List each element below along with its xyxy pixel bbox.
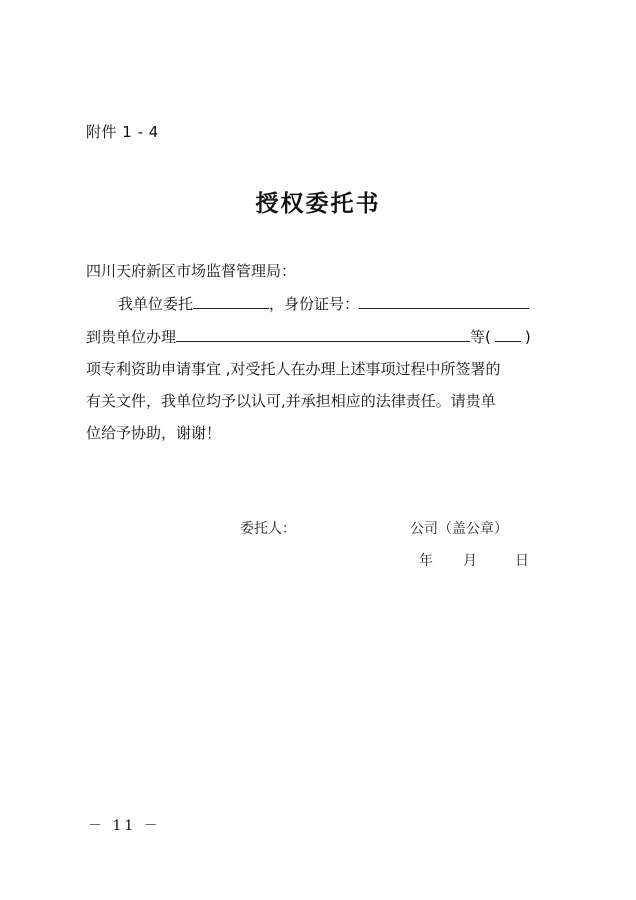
attachment-label: 附件 1 - 4: [86, 123, 159, 141]
day-label: 日: [515, 553, 529, 569]
count-blank[interactable]: [495, 326, 521, 342]
matter-blank[interactable]: [176, 326, 470, 342]
handle-text: 到贵单位办理: [86, 328, 177, 346]
document-title: 授权委托书: [255, 190, 381, 217]
trustee-name-blank[interactable]: [193, 293, 269, 309]
body-line-1: [118, 293, 529, 314]
page-number: － 11 －: [88, 818, 161, 834]
company-seal-label: 公司（盖公章）: [410, 521, 508, 537]
body-line-4: 有关文件，我单位均予以认可,并承担相应的法律责任。请贵单: [86, 392, 496, 410]
body-line-3: 项专利资助申请事宜 ,对受托人在办理上述事项过程中所签署的: [86, 360, 501, 378]
salutation: 四川天府新区市场监督管理局：: [86, 262, 297, 280]
count-open: 等(: [470, 328, 491, 346]
principal-label: 委托人：: [240, 521, 296, 537]
id-number-blank[interactable]: [359, 293, 529, 309]
body-line-2: [86, 326, 531, 347]
year-label: 年: [419, 553, 433, 569]
body-line-5: 位给予协助，谢谢！: [86, 424, 222, 442]
count-close: ): [524, 328, 531, 346]
month-label: 月: [463, 553, 477, 569]
id-number-label: ，身份证号：: [269, 295, 360, 313]
entrust-text: 我单位委托: [118, 295, 194, 313]
